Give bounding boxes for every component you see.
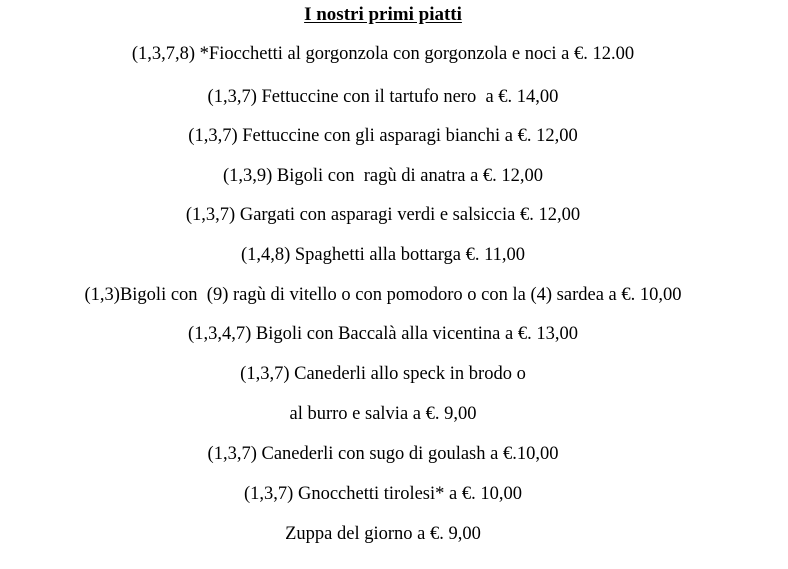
menu-item: (1,3,7) Gnocchetti tirolesi* a €. 10,00 [244,484,522,504]
menu-item: (1,3,7) Fettuccine con il tartufo nero a €. 14,00 [207,87,559,107]
menu-title: I nostri primi piatti [304,4,462,25]
menu-item: (1,3)Bigoli con (9) ragù di vitello o con pomodoro o con la (4) sardea a €. 10,00 [84,285,682,305]
menu-item: Zuppa del giorno a €. 9,00 [285,524,481,544]
menu-item: (1,3,7) Canederli con sugo di goulash a €.10,00 [207,444,559,464]
menu-item: (1,3,7) Canederli allo speck in brodo o [240,364,526,384]
menu-item: (1,3,7) Gargati con asparagi verdi e salsiccia €. 12,00 [185,205,581,225]
menu-item: al burro e salvia a €. 9,00 [289,404,477,424]
menu-item: (1,3,4,7) Bigoli con Baccalà alla vicentina a €. 13,00 [188,324,578,344]
menu-item: (1,3,7,8) *Fiocchetti al gorgonzola con gorgonzola e noci a €. 12.00 [131,44,635,64]
menu-item: (1,3,9) Bigoli con ragù di anatra a €. 12,00 [222,166,544,186]
menu-item: (1,4,8) Spaghetti alla bottarga €. 11,00 [240,245,526,265]
menu-item: (1,3,7) Fettuccine con gli asparagi bianchi a €. 12,00 [188,126,578,146]
